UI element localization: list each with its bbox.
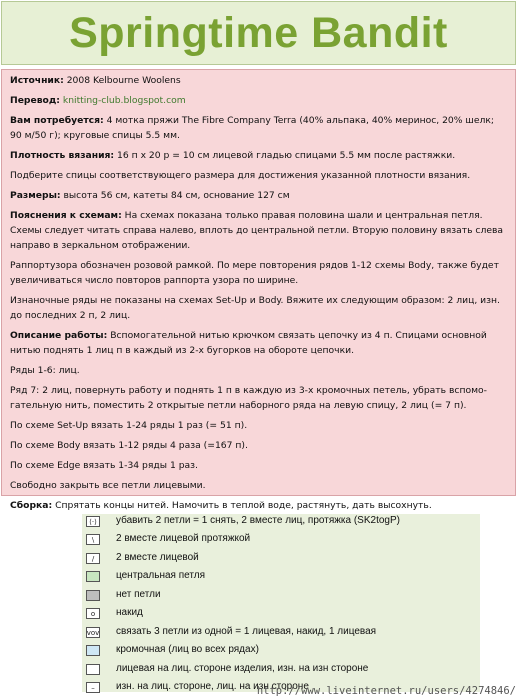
translation-line xyxy=(10,93,507,108)
legend-label: убавить 2 петли = 1 снять, 2 вместе лиц, протяжка (SK2togP) xyxy=(116,515,400,526)
edge-line: По схеме Edge вязать 1-34 ряды 1 раз. xyxy=(10,460,198,471)
no-stitch-icon xyxy=(86,590,100,601)
translation-link[interactable]: knitting-club.blogspot.com xyxy=(62,95,186,106)
legend-label: 2 вместе лицевой xyxy=(116,552,199,563)
page-title: Springtime Bandit xyxy=(69,8,448,57)
center-stitch-icon xyxy=(86,571,100,582)
legend-row xyxy=(82,625,480,641)
source-label: Источник: xyxy=(10,75,64,86)
legend-row xyxy=(82,532,480,548)
sizes-label: Размеры: xyxy=(10,190,61,201)
gauge-value: 16 п х 20 р = 10 см лицевой гладью спицами 5.5 мм после растяжки. xyxy=(117,150,456,161)
purl-icon: – xyxy=(86,682,100,693)
finish-line xyxy=(10,498,507,513)
legend-label: накид xyxy=(116,607,143,618)
sizes-value: высота 56 см, катеты 84 см, основание 127 см xyxy=(63,190,290,201)
gauge-line xyxy=(10,148,507,163)
gauge-note: Подберите спицы соответствующего размера для достижения указанной плотности вязания. xyxy=(10,170,471,181)
source-line xyxy=(10,73,507,88)
pattern-info-panel xyxy=(1,69,516,511)
legend-row xyxy=(82,551,480,567)
legend-label: лицевая на лиц. стороне изделия, изн. на изн стороне xyxy=(116,663,369,674)
row-7: Ряд 7: 2 лиц, повернуть работу и поднять 1 п в каждую из 3-х кромочных петель, убрать вспомо-гательную нить, поместить 2 открытые петли наборного ряда на левую спицу, 2 лиц (= 7 п). xyxy=(10,385,487,411)
finish-value: Спрятать концы нитей. Намочить в теплой воде, растянуть, дать высохнуть. xyxy=(55,500,432,511)
rows-1-6: Ряды 1-6: лиц. xyxy=(10,365,80,376)
legend-row xyxy=(82,643,480,659)
body-line: По схеме Body вязать 1-12 ряды 4 раза (=167 п). xyxy=(10,440,248,451)
legend-label: изн. на лиц. стороне, лиц. на изн стороне xyxy=(116,681,309,692)
schemes-line xyxy=(10,208,507,253)
gauge-label: Плотность вязания: xyxy=(10,150,115,161)
yarn-over-icon: o xyxy=(86,608,100,619)
materials-line xyxy=(10,113,507,143)
legend-row xyxy=(82,588,480,604)
work-line xyxy=(10,328,507,358)
legend-label: связать 3 петли из одной = 1 лицевая, накид, 1 лицевая xyxy=(116,626,377,637)
materials-value: 4 мотка пряжи The Fibre Company Terra (40% альпака, 40% меринос, 20% шелк; 90 м/50 г); круговые спицы 5.5 мм. xyxy=(10,115,495,141)
title-banner xyxy=(1,1,516,65)
work-label: Описание работы: xyxy=(10,330,108,341)
sizes-line xyxy=(10,188,507,203)
rapport-note: Раппортузора обозначен розовой рамкой. По мере повторения рядов 1-12 схемы Body, также будет увеличиваться число повторов раппорта узора по ширине. xyxy=(10,260,499,286)
kyok-icon: vov xyxy=(86,628,100,637)
watermark-url: http://www.liveinternet.ru/users/4274846/ xyxy=(256,685,516,697)
legend-label: нет петли xyxy=(116,589,161,600)
schemes-value: На схемах показана только правая половина шали и центральная петля. Схемы следует читать справа налево, вплоть до центральной петли. Вторую половину вязать слева направо в зеркальном отображении. xyxy=(10,210,504,251)
purl-rows-note: Изнаночные ряды не показаны на схемах Set-Up и Body. Вяжите их следующим образом: 2 лиц, изн. до последних 2 п, 2 лиц. xyxy=(10,295,500,321)
schemes-label: Пояснения к схемам: xyxy=(10,210,122,221)
setup-line: По схеме Set-Up вязать 1-24 ряды 1 раз (= 51 п). xyxy=(10,420,248,431)
legend-row xyxy=(82,606,480,622)
legend-row xyxy=(82,514,480,530)
legend-label: кромочная (лиц во всех рядах) xyxy=(116,644,259,655)
bind-off-line: Свободно закрыть все петли лицевыми. xyxy=(10,480,206,491)
k2tog-icon: / xyxy=(86,553,100,564)
translation-label: Перевод: xyxy=(10,95,60,106)
edge-stitch-icon xyxy=(86,645,100,656)
finish-label: Сборка: xyxy=(10,500,53,511)
knit-icon xyxy=(86,664,100,675)
work-value: Вспомогательной нитью крючком связать цепочку из 4 п. Спицами основной нитью поднять 1 лиц п в каждый из 2-х бугорков на обороте цепочки. xyxy=(10,330,487,356)
legend-label: 2 вместе лицевой протяжкой xyxy=(116,533,251,544)
sk2togp-icon: ⟨·⟩ xyxy=(86,516,100,527)
legend-label: центральная петля xyxy=(116,570,205,581)
materials-label: Вам потребуется: xyxy=(10,115,104,126)
source-value: 2008 Kelbourne Woolens xyxy=(66,75,181,86)
chart-legend xyxy=(82,514,480,692)
legend-row xyxy=(82,569,480,585)
legend-row xyxy=(82,662,480,678)
ssk-icon: \ xyxy=(86,534,100,545)
